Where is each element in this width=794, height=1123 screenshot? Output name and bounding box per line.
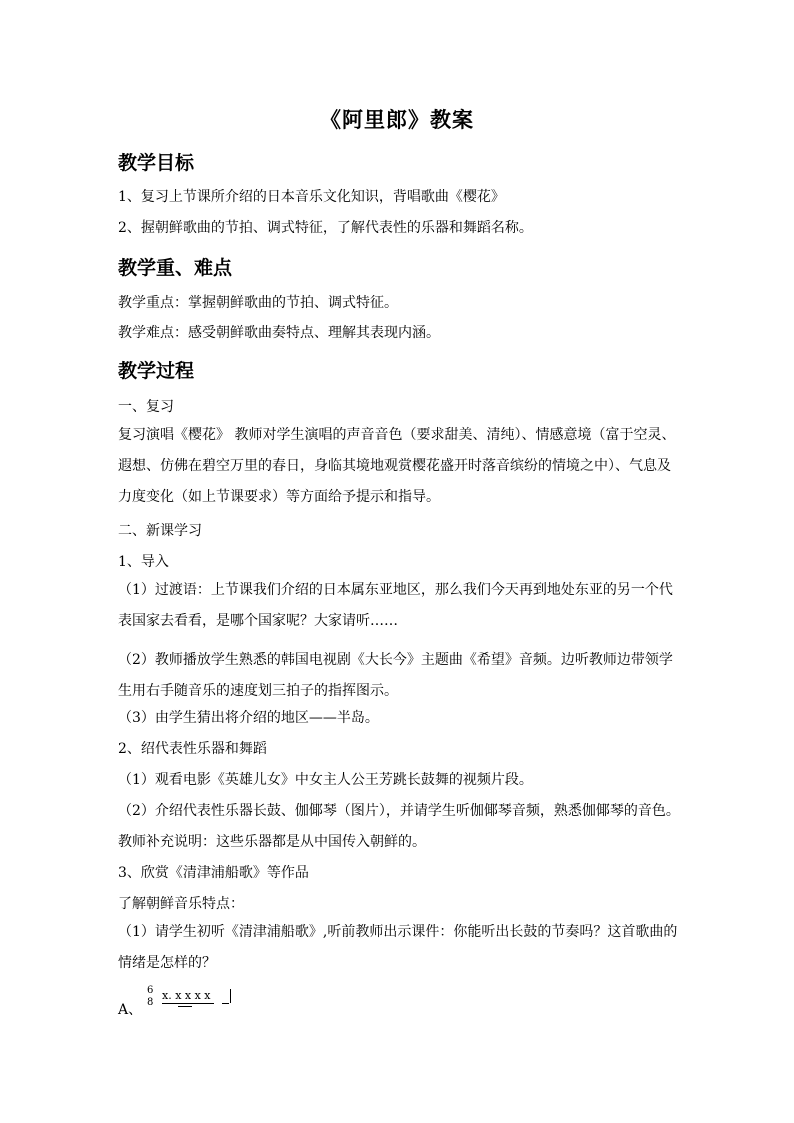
intro-item-3: （3）由学生猜出将介绍的地区——半岛。 <box>118 710 379 726</box>
appreciation-subtitle: 了解朝鲜音乐特点： <box>118 896 244 912</box>
appreciation-item-1 <box>118 917 683 979</box>
heading-objectives: 教学目标 <box>118 152 195 174</box>
rhythm-notes: x. x x x x <box>162 989 211 1002</box>
appreciation-title: 3、欣赏《清津浦船歌》等作品 <box>118 865 309 881</box>
rhythm-notation <box>118 985 318 1019</box>
instrument-title: 2、绍代表性乐器和舞蹈 <box>118 741 267 757</box>
time-signature-bottom: 8 <box>147 997 154 1008</box>
heading-focus: 教学重、难点 <box>118 257 233 279</box>
text-line: 复习演唱《樱花》 教师对学生演唱的声音音色（要求甜美、清纯）、情感意境（富于空灵、 <box>118 427 676 443</box>
text-line: （2）教师播放学生熟悉的韩国电视剧《大长今》主题曲《希望》音频。边听教师边带领学 <box>118 652 673 668</box>
text-line: 生用右手随音乐的速度划三拍子的指挥图示。 <box>118 683 398 699</box>
review-paragraph <box>118 420 683 513</box>
text-line: 遐想、仿佛在碧空万里的春日，身临其境地观赏樱花盛开时落音缤纷的情境之中）、气息及 <box>118 458 671 474</box>
beam-line <box>222 1003 229 1004</box>
text-line: 情绪是怎样的？ <box>118 955 216 971</box>
objective-item: 2、握朝鲜歌曲的节拍、调式特征，了解代表性的乐器和舞蹈名称。 <box>118 220 533 236</box>
intro-item-2 <box>118 645 683 707</box>
beam-line <box>162 1003 214 1004</box>
rhythm-label: A、 <box>118 1002 143 1018</box>
intro-item-1 <box>118 575 683 637</box>
beam-line <box>178 1006 192 1007</box>
intro-title: 1、导入 <box>118 554 169 570</box>
text-line: 力度变化（如上节课要求）等方面给予提示和指导。 <box>118 489 440 505</box>
text-line: （1）过渡语：上节课我们介绍的日本属东亚地区，那么我们今天再到地处东亚的另一个代 <box>118 582 673 598</box>
focus-key: 教学重点：掌握朝鲜歌曲的节拍、调式特征。 <box>118 295 398 311</box>
instrument-note: 教师补充说明：这些乐器都是从中国传入朝鲜的。 <box>118 834 426 850</box>
text-line: （1）请学生初听《清津浦船歌》,听前教师出示课件：你能听出长鼓的节奏吗？这首歌曲的 <box>118 924 678 940</box>
bar-line <box>230 989 231 1003</box>
instrument-item-2: （2）介绍代表性乐器长鼓、伽倻琴（图片），并请学生听伽倻琴音频，熟悉伽倻琴的音色。 <box>118 803 680 819</box>
document-title: 《阿里郎》教案 <box>320 107 474 132</box>
review-title: 一、复习 <box>118 399 174 415</box>
new-lesson-title: 二、新课学习 <box>118 523 202 539</box>
text-line: 表国家去看看，是哪个国家呢？大家请听…… <box>118 613 398 629</box>
heading-process: 教学过程 <box>118 360 195 382</box>
time-signature-top: 6 <box>147 985 154 996</box>
focus-difficulty: 教学难点：感受朝鲜歌曲奏特点、理解其表现内涵。 <box>118 325 440 341</box>
objective-item: 1、复习上节课所介绍的日本音乐文化知识，背唱歌曲《樱花》 <box>118 189 505 205</box>
instrument-item-1: （1）观看电影《英雄儿女》中女主人公王芳跳长鼓舞的视频片段。 <box>118 772 533 788</box>
